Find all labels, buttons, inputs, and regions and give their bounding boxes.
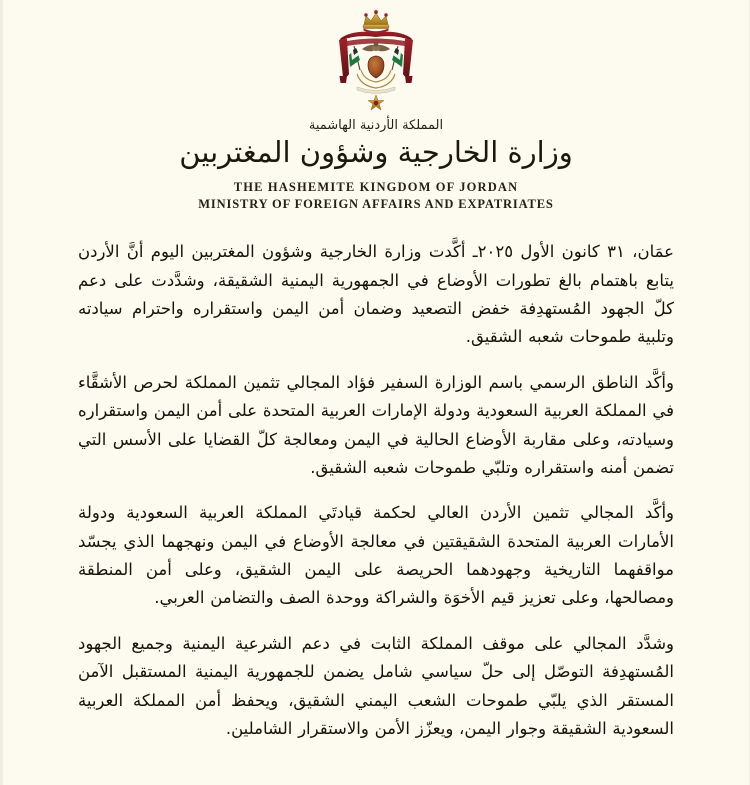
letterhead-arabic-kingdom: المملكة الأردنية الهاشمية [308,118,444,133]
letterhead-english-kingdom: THE HASHEMITE KINGDOM OF JORDAN [233,180,519,195]
letterhead-english-ministry: MINISTRY OF FOREIGN AFFAIRS AND EXPATRIATES [198,197,554,212]
statement-paragraph: وأكَّد المجالي تثمين الأردن العالي لحكمة قيادتَي المملكة العربية السعودية ودولة الأمارات العربية المتحدة الشقيقتين في معالجة الأوضاع في اليمن ونهجهما الذي يجسّد مواقفهما التاريخية وجهودهما الحريصة على اليمن الشقيق، وعلى أمن المنطقة ومصالحها، وعلى تعزيز قيم الأخوَة والشراكة ووحدة الصف والتضامن العربي. [78,503,674,608]
statement-paragraph: وشدَّد المجالي على موقف المملكة الثابت في دعم الشرعية اليمنية وجميع الجهود المُستهدِفة التوصّل إلى حلّ سياسي شامل يضمن للجمهورية اليمنية المستقبل الآمن المستقر الذي يلبّي طموحات الشعب اليمني الشقيق، ويحفظ أمن المملكة العربية السعودية الشقيقة وجوار اليمن، ويعزّز الأمن والاستقرار الشاملين. [78,633,674,738]
crown-icon [363,10,389,33]
statement-paragraph: وأكَّد الناطق الرسمي باسم الوزارة السفير فؤاد المجالي تثمين المملكة لحرص الأشقَّاء في المملكة العربية السعودية ودولة الإمارات العربية المتحدة على أمن اليمن واستقراره وسيادته، وعلى مقاربة الأوضاع الحالية في اليمن ومعالجة كلّ القضايا على الأسس التي تضمن أمنه واستقراره وتلبّي طموحات شعبه الشقيق. [78,372,674,477]
jordan-coat-of-arms-emblem [316,8,436,116]
statement-paragraph: عمَان، ٣١ كانون الأول ٢٠٢٥ـ أكَّدت وزارة الخارجية وشؤون المغتربين اليوم أنَّ الأردن يتابع باهتمام بالغ تطورات الأوضاع في الجمهورية اليمنية الشقيقة، وشدَّدت على دعم كلّ الجهود المُستهدِفة خفض التصعيد وضمان أمن اليمن واستقراره واحترام سيادته وتلبية طموحات شعبه الشقيق. [78,242,674,347]
letterhead-arabic-ministry: وزارة الخارجية وشؤون المغتربين [179,135,573,169]
statement-body [78,238,674,743]
shield-icon [368,56,384,78]
ministry-letterhead [3,0,749,212]
letterhead-english-block [198,180,553,212]
coat-of-arms-icon [316,8,436,116]
star-medal-icon [368,95,384,110]
